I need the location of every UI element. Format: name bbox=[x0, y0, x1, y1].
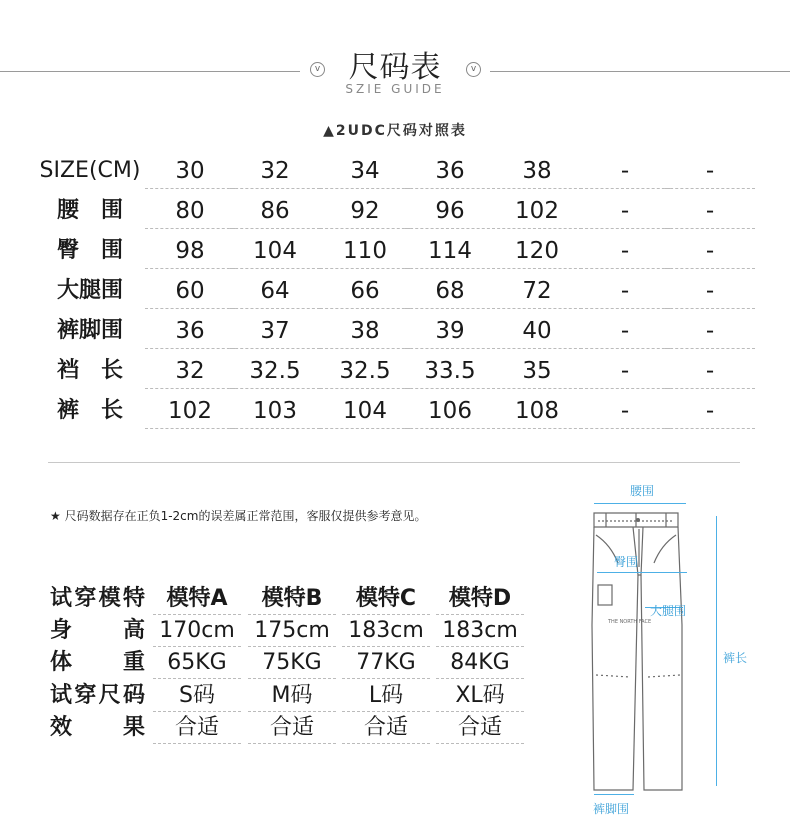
table-cell: - bbox=[665, 194, 755, 229]
model-cell: 合适 bbox=[153, 713, 241, 744]
table-cell: - bbox=[580, 194, 670, 229]
model-cell: 175cm bbox=[248, 616, 336, 647]
table-cell: 39 bbox=[405, 314, 495, 349]
table-cell: 80 bbox=[145, 194, 235, 229]
hem-label: 裤脚围 bbox=[593, 802, 630, 816]
table-cell: 32.5 bbox=[320, 354, 410, 389]
row-label: 裤 长 bbox=[56, 398, 123, 423]
table-cell: - bbox=[580, 154, 670, 189]
table-cell: 114 bbox=[405, 234, 495, 269]
table-cell: 86 bbox=[230, 194, 320, 229]
table-cell: - bbox=[665, 314, 755, 349]
table-row bbox=[30, 194, 750, 234]
model-cell: 合适 bbox=[342, 713, 430, 744]
table-cell: 37 bbox=[230, 314, 320, 349]
chevron-down-icon: v bbox=[310, 62, 325, 77]
table-cell: 103 bbox=[230, 394, 320, 429]
size-note: ★ 尺码数据存在正负1-2cm的误差属正常范围，客服仅提供参考意见。 bbox=[50, 509, 427, 523]
table-cell: 102 bbox=[492, 194, 582, 229]
table-cell: - bbox=[580, 314, 670, 349]
model-row-label: 效果 bbox=[50, 715, 145, 740]
page-subtitle: SZIE GUIDE bbox=[345, 82, 445, 96]
table-cell: 120 bbox=[492, 234, 582, 269]
pants-outline-icon bbox=[586, 505, 696, 795]
table-cell: - bbox=[580, 354, 670, 389]
row-label: 裆 长 bbox=[56, 358, 123, 383]
model-cell: 183cm bbox=[436, 616, 524, 647]
table-cell: 108 bbox=[492, 394, 582, 429]
table-cell: - bbox=[665, 394, 755, 429]
row-label: 裤脚围 bbox=[56, 318, 123, 343]
table-cell: 92 bbox=[320, 194, 410, 229]
model-row-label: 体重 bbox=[50, 650, 145, 675]
table-cell: - bbox=[580, 234, 670, 269]
table-cell: 104 bbox=[230, 234, 320, 269]
table-cell: 72 bbox=[492, 274, 582, 309]
row-label: 腰 围 bbox=[56, 198, 123, 223]
thigh-label: 大腿围 bbox=[650, 604, 687, 618]
table-cell: - bbox=[665, 234, 755, 269]
model-cell: 170cm bbox=[153, 616, 241, 647]
model-cell: L码 bbox=[342, 681, 430, 712]
model-cell: 模特A bbox=[153, 584, 241, 615]
model-cell: 模特B bbox=[248, 584, 336, 615]
model-cell: 65KG bbox=[153, 648, 241, 679]
table-cell: 102 bbox=[145, 394, 235, 429]
table-cell: - bbox=[665, 274, 755, 309]
table-cell: 98 bbox=[145, 234, 235, 269]
table-cell: 66 bbox=[320, 274, 410, 309]
table-cell: 38 bbox=[320, 314, 410, 349]
model-row bbox=[50, 713, 530, 745]
hip-label: 臀围 bbox=[614, 555, 639, 569]
table-cell: 32.5 bbox=[230, 354, 320, 389]
size-chart-tag: ▲2UDC尺码对照表 bbox=[323, 123, 467, 139]
table-cell: 30 bbox=[145, 154, 235, 189]
table-cell: 68 bbox=[405, 274, 495, 309]
table-cell: 106 bbox=[405, 394, 495, 429]
length-dimension-line bbox=[716, 516, 717, 786]
table-cell: - bbox=[580, 274, 670, 309]
table-cell: 32 bbox=[145, 354, 235, 389]
table-cell: 33.5 bbox=[405, 354, 495, 389]
model-row-label: 试穿尺码 bbox=[50, 683, 145, 708]
table-cell: 96 bbox=[405, 194, 495, 229]
length-label: 裤长 bbox=[723, 651, 748, 665]
table-cell: 34 bbox=[320, 154, 410, 189]
model-row bbox=[50, 648, 530, 680]
model-cell: 183cm bbox=[342, 616, 430, 647]
table-cell: 38 bbox=[492, 154, 582, 189]
table-cell: 64 bbox=[230, 274, 320, 309]
table-cell: 40 bbox=[492, 314, 582, 349]
waist-dimension-line bbox=[594, 503, 686, 504]
table-row bbox=[30, 354, 750, 394]
table-cell: 60 bbox=[145, 274, 235, 309]
table-cell: - bbox=[665, 354, 755, 389]
svg-text:THE NORTH FACE: THE NORTH FACE bbox=[608, 619, 652, 625]
model-cell: 模特C bbox=[342, 584, 430, 615]
model-cell: 77KG bbox=[342, 648, 430, 679]
model-row-label: 试穿模特 bbox=[50, 586, 145, 611]
model-cell: 75KG bbox=[248, 648, 336, 679]
model-cell: S码 bbox=[153, 681, 241, 712]
row-label: 臀 围 bbox=[56, 238, 123, 263]
hem-dimension-line bbox=[594, 794, 634, 795]
waist-label: 腰围 bbox=[630, 484, 655, 498]
table-cell: 104 bbox=[320, 394, 410, 429]
hip-dimension-line bbox=[597, 572, 687, 573]
table-row bbox=[30, 314, 750, 354]
table-cell: 35 bbox=[492, 354, 582, 389]
model-row bbox=[50, 616, 530, 648]
table-row bbox=[30, 154, 750, 194]
table-cell: 36 bbox=[405, 154, 495, 189]
chevron-down-icon: v bbox=[466, 62, 481, 77]
model-cell: 84KG bbox=[436, 648, 524, 679]
table-row bbox=[30, 274, 750, 314]
model-cell: 模特D bbox=[436, 584, 524, 615]
model-row bbox=[50, 584, 530, 616]
model-row-label: 身高 bbox=[50, 618, 145, 643]
table-cell: 110 bbox=[320, 234, 410, 269]
model-cell: 合适 bbox=[436, 713, 524, 744]
row-label: 大腿围 bbox=[56, 278, 123, 303]
table-row bbox=[30, 234, 750, 274]
divider bbox=[48, 462, 740, 463]
table-cell: 36 bbox=[145, 314, 235, 349]
model-cell: 合适 bbox=[248, 713, 336, 744]
model-cell: XL码 bbox=[436, 681, 524, 712]
model-cell: M码 bbox=[248, 681, 336, 712]
row-label: SIZE(CM) bbox=[39, 158, 141, 183]
table-cell: 32 bbox=[230, 154, 320, 189]
table-cell: - bbox=[580, 394, 670, 429]
table-row bbox=[30, 394, 750, 434]
model-row bbox=[50, 681, 530, 713]
table-cell: - bbox=[665, 154, 755, 189]
page-title: 尺码表 bbox=[348, 50, 442, 85]
